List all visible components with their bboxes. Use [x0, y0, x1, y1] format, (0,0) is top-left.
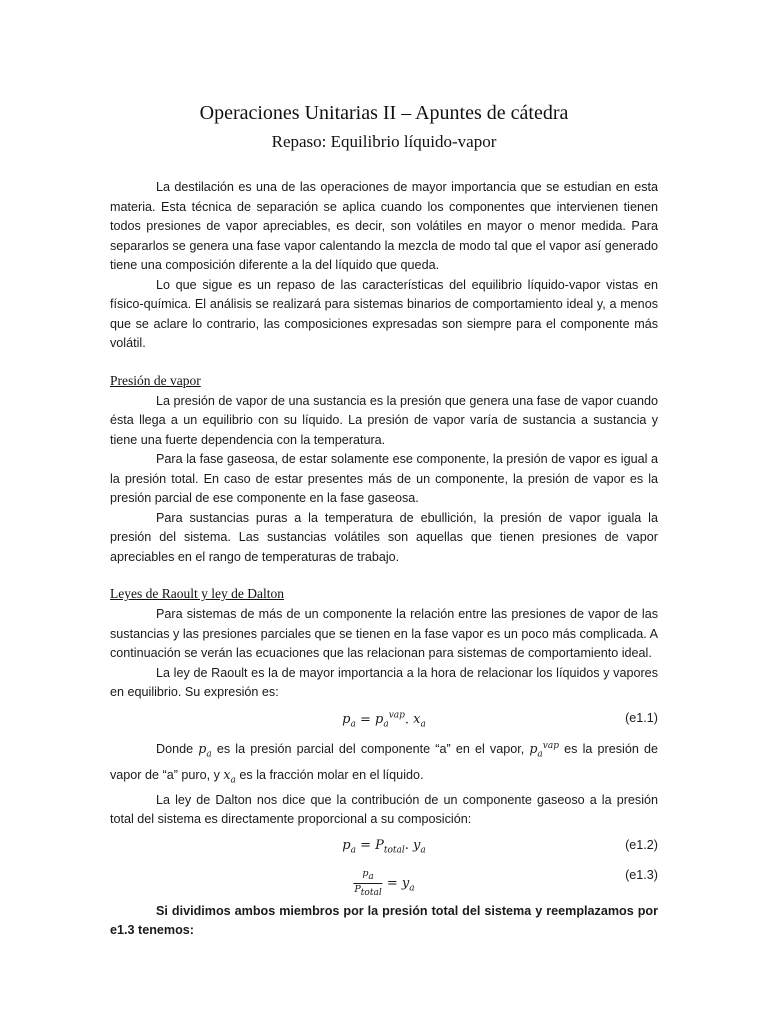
presion-paragraph-1: La presión de vapor de una sustancia es la presión que genera una fase de vapor cuando ésta llega a un equilibrio con su líquido. La presión de vapor varía de sustancia a sustancia y tiene una fuerte dependencia con la temperatura. [110, 393, 658, 447]
document-subtitle: Repaso: Equilibrio líquido-vapor [271, 132, 497, 151]
intro-paragraph-1: La destilación es una de las operaciones de mayor importancia que se estudian en esta materia. Esta técnica de separación se aplica cuando los componentes que intervienen tienen todos presiones de vapor apreciables, es decir, son volátiles en mayor o menor medida. Para separarlos se genera una fase vapor calentando la mezcla de modo tal que el vapor así generado tiene una composición diferente a la del líquido que queda. [110, 180, 658, 272]
equation-e1-1 [110, 707, 658, 733]
equation-tag-e1-3: (e1.3) [625, 867, 658, 882]
equation-tag-e1-2: (e1.2) [625, 837, 658, 852]
equation-e1-2 [110, 834, 658, 860]
raoult-paragraph-1: Para sistemas de más de un componente la relación entre las presiones de vapor de las sustancias y las presiones parciales que se tienen en la fase vapor es un poco más complicada. A continuación se verán las ecuaciones que las relacionan para sistemas de comportamiento ideal. [110, 607, 658, 660]
presion-paragraph-2: Para la fase gaseosa, de estar solamente ese componente, la presión de vapor es igual a la presión total. En caso de estar presentes más de un componente, la presión de vapor es la presión parcial de ese componente en la fase gaseosa. [110, 452, 658, 505]
intro-paragraph-2: Lo que sigue es un repaso de las características del equilibrio líquido-vapor vistas en físico-química. El análisis se realizará para sistemas binarios de comportamiento ideal y, a menos que se aclare lo contrario, las composiciones expresadas son siempre para el componente más volátil. [110, 277, 658, 350]
raoult-formula: $p_a = p_a^{vap}$. $x_a$ [342, 710, 426, 730]
equation-e1-3 [110, 864, 658, 898]
presion-paragraph-3: Para sustancias puras a la temperatura de ebullición, la presión de vapor iguala la presión del sistema. Las sustancias volátiles son aquellas que tienen presiones de vapor apreciables en el rango de temperaturas de trabajo. [110, 510, 658, 564]
dalton-paragraph: La ley de Dalton nos dice que la contribución de un componente gaseoso a la presión total del sistema es directamente proporcional a su composición: [110, 792, 658, 827]
dalton-formula: $p_a = P_{total}$. $y_a$ [342, 837, 426, 856]
division-paragraph: Si dividimos ambos miembros por la presión total del sistema y reemplazamos por e1.3 tenemos: [110, 903, 658, 938]
document-title: Operaciones Unitarias II – Apuntes de cátedra [199, 102, 569, 124]
equation-tag-e1-1: (e1.1) [625, 710, 658, 725]
section-heading-presion-vapor: Presión de vapor [110, 372, 201, 388]
section-heading-raoult-dalton: Leyes de Raoult y ley de Dalton [110, 586, 284, 601]
fraction-formula: $\frac{p_a}{P_{total}}$ = $y_a$ [354, 867, 415, 898]
raoult-paragraph-2: La ley de Raoult es la de mayor importancia a la hora de relacionar los líquidos y vapores en equilibrio. Su expresión es: [110, 665, 658, 699]
raoult-paragraph-3: Donde $p_a$ es la presión parcial del componente “a” en el vapor, $p_a^{vap}$ es la presión de vapor de “a” puro, y $x_a$ es la fracción molar en el líquido. [110, 740, 658, 786]
